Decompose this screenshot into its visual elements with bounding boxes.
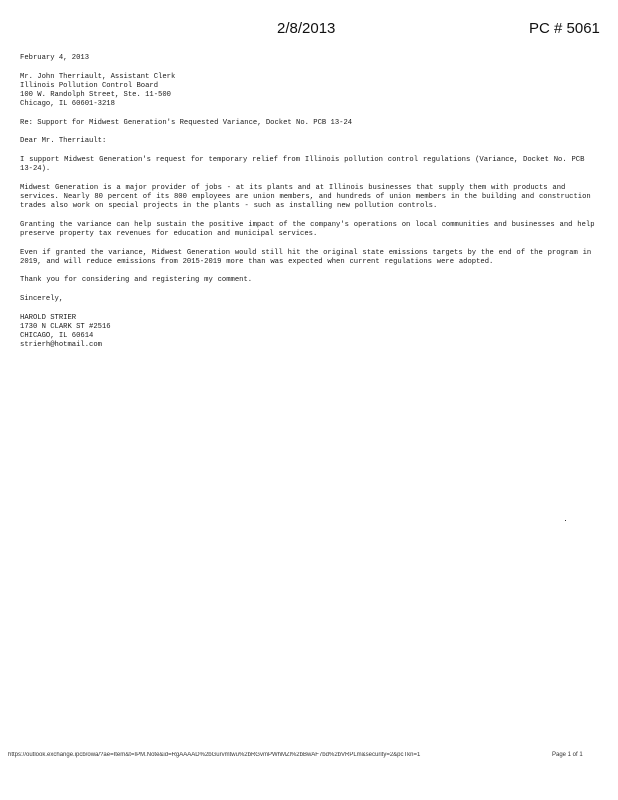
signer-email[interactable]: strierh@hotmail.com (20, 341, 102, 350)
public-comment-number: PC # 5061 (529, 20, 600, 37)
header-date: 2/8/2013 (277, 20, 336, 37)
paragraph-4: Even if granted the variance, Midwest Generation would still hit the original state emissions targets by the end of the program in 2019, and will reduce emissions from 2015-2019 more than was expected when current regulations were adopted. (20, 248, 592, 266)
recipient-name: Mr. John Therriault, Assistant Clerk (20, 72, 176, 81)
subject-line: Re: Support for Midwest Generation's Requested Variance, Docket No. PCB 13-24 (20, 118, 353, 127)
paragraph-2: Midwest Generation is a major provider of jobs - at its plants and at Illinois businesses that supply them with products and services. Nearly 80 percent of its 800 employees are union members, and hundreds of union members in the building and construction trades also work on special projects in the plants - such as installing new pollution controls. (20, 183, 591, 211)
letter-date: February 4, 2013 (20, 54, 90, 62)
footer-url[interactable]: https://outlook.exchange.ipcb/owa/?ae=Item&t=IPM.Note&id=RgAAAAD%2bGurvmtwu%2bRGvmPWhMZl%2bBwAF7bd%2bVRPLm&security=2&pcTkn=1 (8, 752, 421, 758)
footer-page-number: Page 1 of 1 (552, 752, 583, 758)
closing: Sincerely, (20, 294, 64, 303)
paragraph-3: Granting the variance can help sustain the positive impact of the company's operations on local communities and businesses and help preserve property tax revenues for education and municipal services. (20, 220, 595, 238)
scan-speck (565, 520, 566, 521)
signer-city: CHICAGO, IL 60614 (20, 331, 94, 340)
salutation: Dear Mr. Therriault: (20, 137, 107, 146)
paragraph-1: I support Midwest Generation's request for temporary relief from Illinois pollution control regulations (Variance, Docket No. PCB 13-24). (20, 155, 585, 174)
recipient-city: Chicago, IL 60601-3218 (20, 100, 115, 109)
recipient-street: 100 W. Randolph Street, Ste. 11-500 (20, 91, 171, 99)
signer-name: HAROLD STRIER (20, 313, 77, 322)
recipient-organization: Illinois Pollution Control Board (20, 81, 159, 90)
signer-address: 1730 N CLARK ST #2516 (20, 322, 111, 331)
signature-block (20, 314, 598, 351)
paragraph-5: Thank you for considering and registering my comment. (20, 276, 253, 285)
letter-body (20, 54, 598, 350)
recipient-block (20, 73, 598, 110)
